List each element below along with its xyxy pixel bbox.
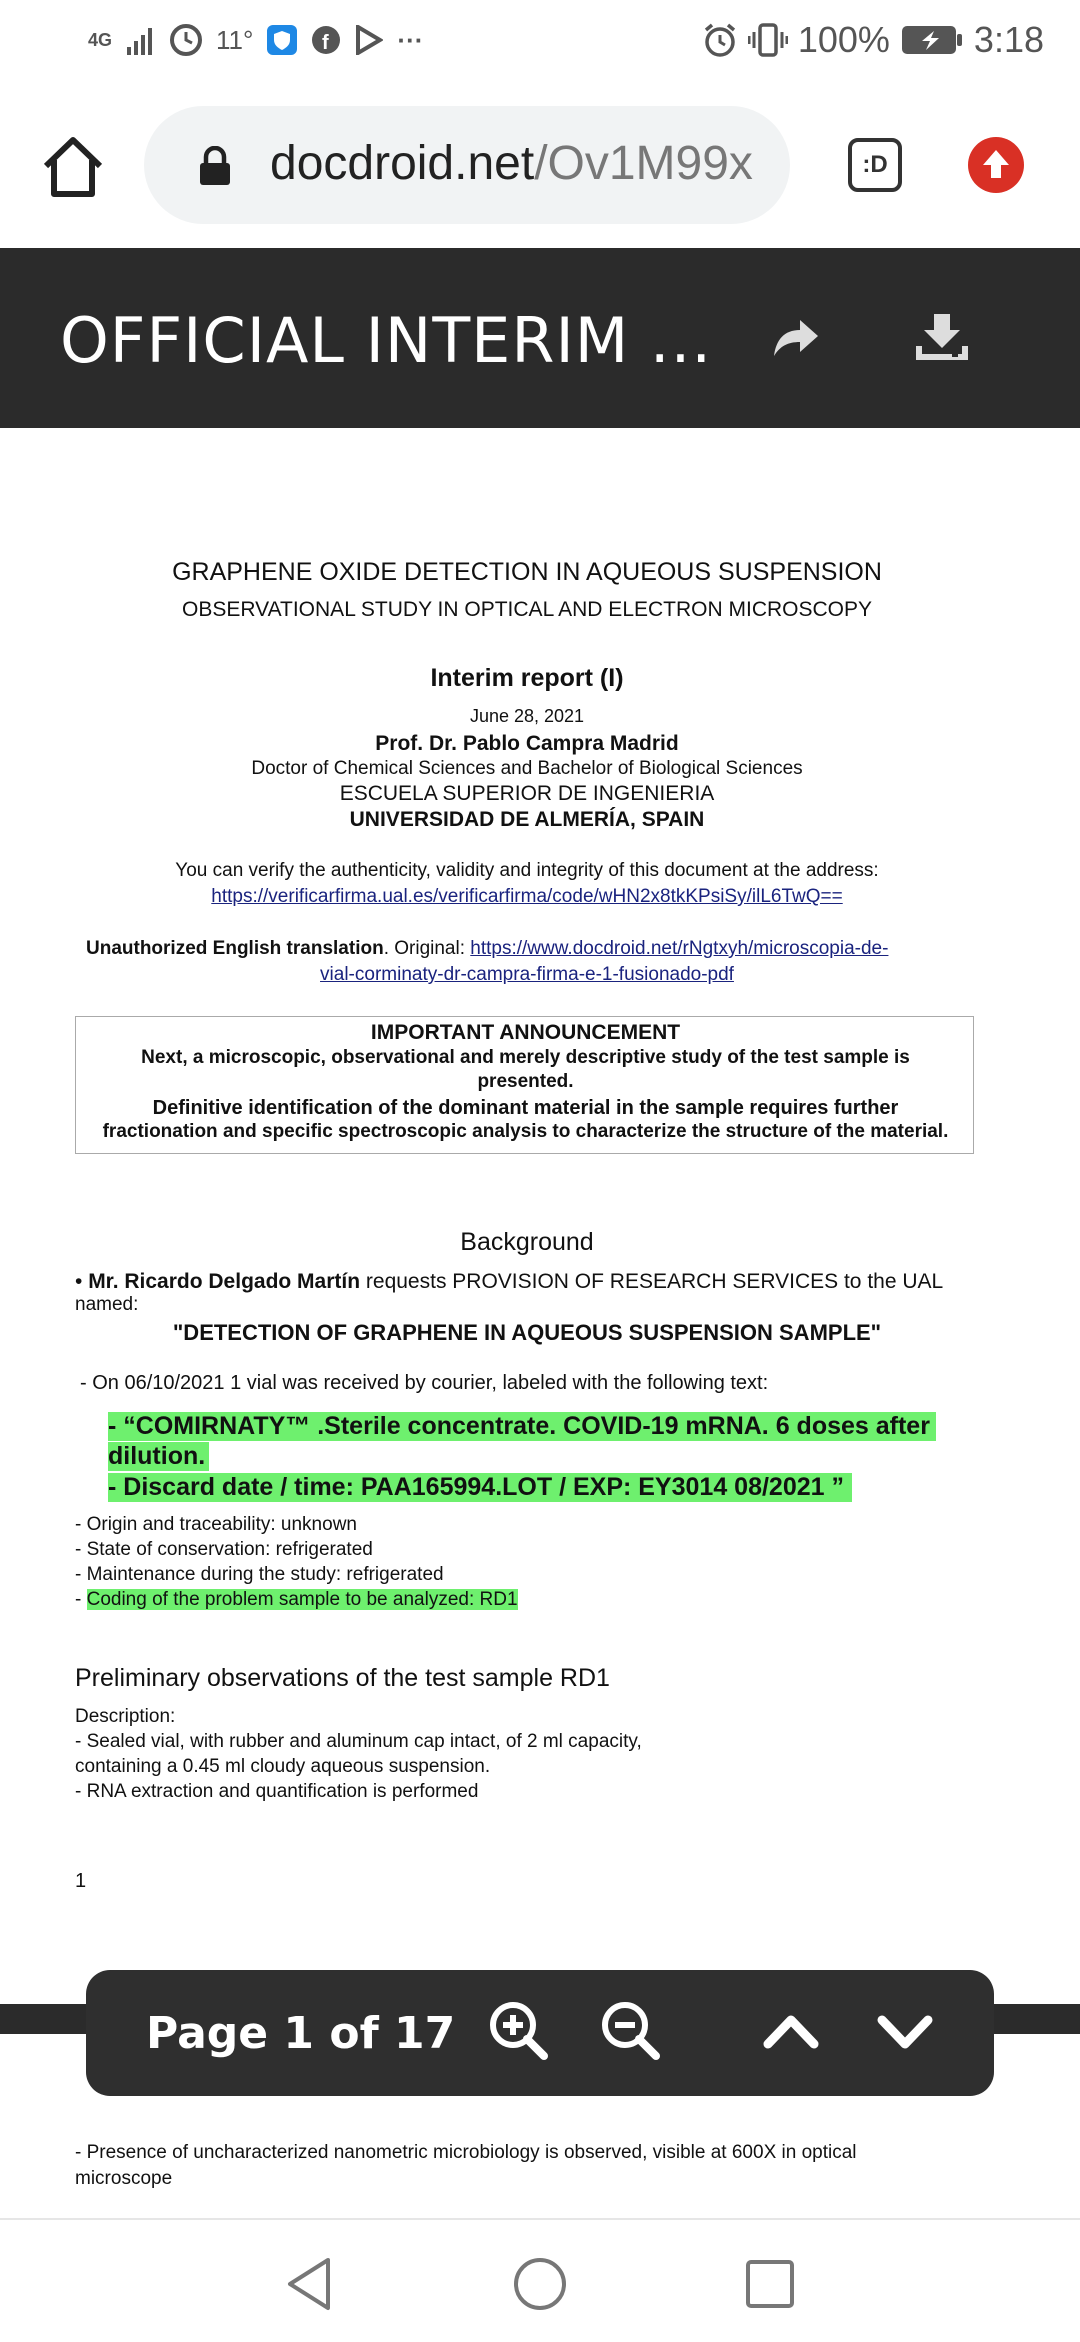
- description-label: Description:: [75, 1706, 176, 1727]
- page2-line1: - Presence of uncharacterized nanometric microbiology is observed, visible at 600X in optical: [75, 2142, 857, 2163]
- home-circle-icon[interactable]: [512, 2256, 568, 2312]
- verify-link[interactable]: https://verificarfirma.ual.es/verificarfirma/code/wHN2x8tkKPsiSy/ilL6TwQ==: [211, 886, 843, 907]
- play-store-icon: [355, 25, 383, 55]
- received-text: - On 06/10/2021 1 vial was received by courier, labeled with the following text:: [80, 1372, 769, 1394]
- svg-text:f: f: [322, 32, 330, 54]
- status-bar: [0, 0, 1080, 80]
- background-heading: Background: [460, 1228, 594, 1256]
- share-icon[interactable]: [770, 310, 824, 364]
- description-line2: containing a 0.45 ml cloudy aqueous suspension.: [75, 1756, 491, 1777]
- document-header: [0, 248, 1080, 428]
- url-bar[interactable]: [144, 106, 790, 224]
- recents-icon[interactable]: [744, 2258, 796, 2310]
- origin-line: - Origin and traceability: unknown: [75, 1514, 357, 1535]
- clock-app-icon: [170, 24, 202, 56]
- named-label: named:: [75, 1294, 139, 1315]
- browser-toolbar: [0, 80, 1080, 248]
- label-line3: - Discard date / time: PAA165994.LOT / EXP: EY3014 08/2021 ”: [108, 1473, 852, 1502]
- announcement-line4: fractionation and specific spectroscopic analysis to characterize the structure of the material.: [102, 1121, 949, 1142]
- report-title: Interim report (I): [430, 664, 624, 692]
- zoom-in-icon[interactable]: [486, 1998, 552, 2064]
- shield-app-icon: [267, 25, 297, 55]
- page-indicator: Page 1 of 17: [146, 2008, 456, 2059]
- maintenance-line: - Maintenance during the study: refrigerated: [75, 1564, 444, 1585]
- original-link-line2: [0, 964, 1054, 986]
- description-line3: - RNA extraction and quantification is performed: [75, 1781, 479, 1802]
- status-left: [88, 18, 423, 62]
- coding-text: Coding of the problem sample to be analyzed: RD1: [86, 1589, 518, 1610]
- signal-icon: [126, 25, 156, 55]
- url-domain: docdroid.net: [270, 137, 535, 190]
- status-right: [702, 14, 1044, 66]
- label-line2: dilution.: [108, 1442, 209, 1471]
- alarm-icon: [702, 22, 738, 58]
- back-icon[interactable]: [284, 2256, 334, 2312]
- translation-text: . Original:: [383, 938, 471, 959]
- url-path: /Ov1M99x: [534, 137, 753, 190]
- next-page-icon[interactable]: [872, 1998, 938, 2064]
- lock-icon: [198, 146, 232, 186]
- zoom-out-icon[interactable]: [598, 1998, 664, 2064]
- facebook-icon: [311, 25, 341, 55]
- network-type: 4G: [88, 29, 113, 50]
- battery-icon: [900, 23, 964, 57]
- author-name: Prof. Dr. Pablo Campra Madrid: [375, 732, 679, 755]
- update-button[interactable]: [968, 137, 1024, 193]
- document-page: [0, 428, 1080, 2228]
- description-line1: - Sealed vial, with rubber and aluminum cap intact, of 2 ml capacity,: [75, 1731, 642, 1752]
- conservation-line: - State of conservation: refrigerated: [75, 1539, 373, 1560]
- service-title: "DETECTION OF GRAPHENE IN AQUEOUS SUSPENSION SAMPLE": [172, 1320, 882, 1345]
- prelim-heading: Preliminary observations of the test sample RD1: [75, 1664, 610, 1692]
- translation-line: [86, 938, 888, 960]
- coding-dash: -: [75, 1589, 87, 1610]
- coding-line: [75, 1589, 518, 1611]
- battery-percent: 100%: [797, 19, 890, 60]
- previous-page-icon[interactable]: [758, 1998, 824, 2064]
- verify-link-line: [0, 886, 1054, 908]
- author-degree: Doctor of Chemical Sciences and Bachelor of Biological Sciences: [251, 758, 803, 779]
- page-number: 1: [75, 1870, 87, 1892]
- page2-line2: microscope: [75, 2168, 173, 2189]
- home-icon[interactable]: [38, 132, 108, 202]
- clock-time: 3:18: [973, 19, 1044, 60]
- verify-text: You can verify the authenticity, validity and integrity of this document at the address:: [175, 860, 879, 881]
- page-navigation-bar: [86, 1970, 994, 2096]
- requester-name: Mr. Ricardo Delgado Martín: [88, 1270, 361, 1293]
- announcement-title: IMPORTANT ANNOUNCEMENT: [370, 1021, 681, 1044]
- translation-label: Unauthorized English translation: [86, 938, 384, 959]
- original-link-part2[interactable]: vial-corminaty-dr-campra-firma-e-1-fusionado-pdf: [320, 964, 734, 985]
- report-date: June 28, 2021: [469, 706, 585, 726]
- download-icon[interactable]: [912, 310, 972, 364]
- more-notifications: ···: [397, 24, 424, 55]
- temperature: 11°: [216, 24, 254, 55]
- doc-title-sub: OBSERVATIONAL STUDY IN OPTICAL AND ELECTRON MICROSCOPY: [181, 598, 873, 621]
- announcement-line3: Definitive identification of the dominant material in the sample requires further: [152, 1097, 899, 1119]
- system-navigation-bar: [0, 2218, 1080, 2342]
- announcement-line2: presented.: [477, 1071, 574, 1092]
- arrow-up-icon: [968, 137, 1024, 193]
- tab-switcher-button[interactable]: :D: [848, 138, 902, 192]
- label-line1: - “COMIRNATY™ .Sterile concentrate. COVID-19 mRNA. 6 doses after: [108, 1412, 936, 1441]
- announcement-line1: Next, a microscopic, observational and merely descriptive study of the test sample is: [141, 1047, 910, 1068]
- document-title: OFFICIAL INTERIM ...: [60, 304, 713, 377]
- announcement-box: [75, 1016, 974, 1154]
- vibrate-icon: [748, 22, 788, 58]
- university-name: UNIVERSIDAD DE ALMERÍA, SPAIN: [349, 808, 705, 831]
- school-name: ESCUELA SUPERIOR DE INGENIERIA: [339, 782, 715, 805]
- requester-text: requests PROVISION OF RESEARCH SERVICES to the UAL: [360, 1270, 944, 1293]
- original-link-part1[interactable]: https://www.docdroid.net/rNgtxyh/microscopia-de-: [470, 938, 889, 959]
- doc-title-main: GRAPHENE OXIDE DETECTION IN AQUEOUS SUSPENSION: [172, 558, 882, 586]
- requester-line: • Mr. Ricardo Delgado Martín requests PROVISION OF RESEARCH SERVICES to the UAL: [75, 1270, 944, 1293]
- url-text: [270, 136, 753, 191]
